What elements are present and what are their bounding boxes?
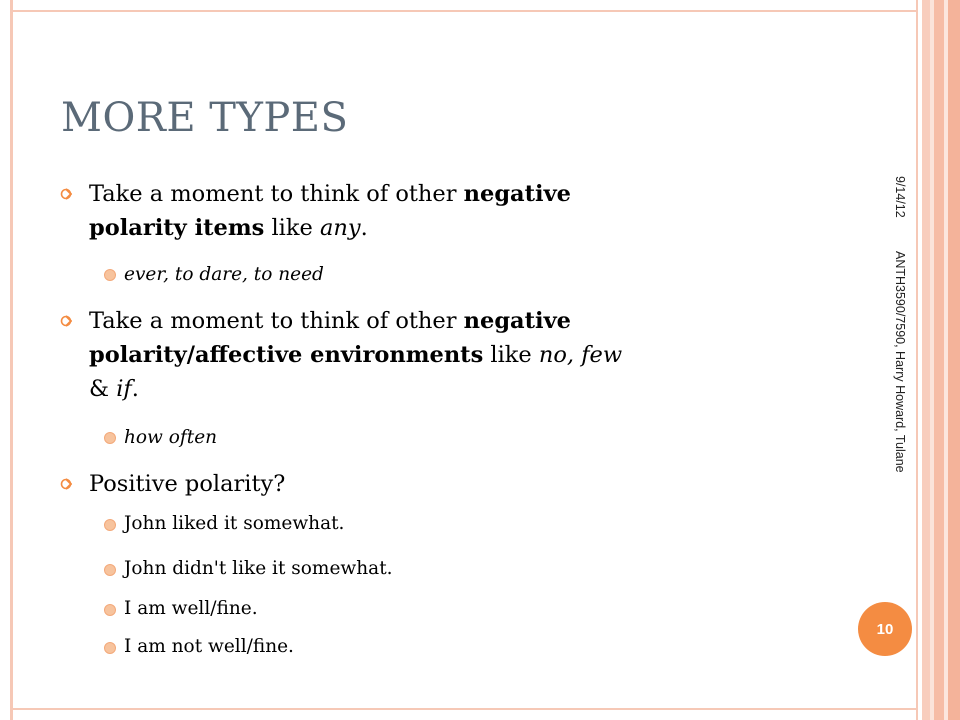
sub-bullet-example: John didn't like it somewhat. bbox=[124, 558, 393, 579]
sub-bullet-dot bbox=[104, 642, 116, 654]
decorative-stripe bbox=[948, 0, 960, 720]
sub-bullet-example: I am not well/fine. bbox=[124, 636, 294, 657]
frame-top-line bbox=[10, 10, 918, 12]
bullet-marker-icon bbox=[60, 478, 72, 490]
sub-bullet-dot bbox=[104, 564, 116, 576]
bullet-positive-polarity: Positive polarity? bbox=[89, 471, 286, 497]
sub-bullet-npi-examples: ever, to dare, to need bbox=[124, 264, 324, 285]
sub-bullet-dot bbox=[104, 269, 116, 281]
decorative-stripe bbox=[934, 0, 944, 720]
side-footer: ANTH3590/7590, Harry Howard, Tulane bbox=[893, 251, 907, 473]
bullet-marker-icon bbox=[60, 315, 72, 327]
frame-left-line bbox=[10, 0, 13, 720]
sub-bullet-dot bbox=[104, 519, 116, 531]
sub-bullet-example: John liked it somewhat. bbox=[124, 513, 345, 534]
slide-title: MORE TYPES bbox=[61, 95, 349, 141]
sub-bullet-example: I am well/fine. bbox=[124, 598, 258, 619]
bullet-npi: Take a moment to think of other negative polarity items like any. bbox=[89, 181, 571, 241]
page-number: 10 bbox=[876, 620, 894, 638]
bullet-marker-icon bbox=[60, 188, 72, 200]
decorative-stripe bbox=[922, 0, 930, 720]
frame-right-line bbox=[916, 0, 918, 720]
bullet-environments: Take a moment to think of other negative polarity/affective environments like no, few & if. bbox=[89, 308, 623, 402]
sub-bullet-dot bbox=[104, 432, 116, 444]
frame-bottom-line bbox=[10, 708, 918, 710]
page-number-badge bbox=[858, 602, 912, 656]
sub-bullet-dot bbox=[104, 604, 116, 616]
side-date: 9/14/12 bbox=[893, 176, 907, 218]
sub-bullet-environment-example: how often bbox=[124, 427, 218, 448]
